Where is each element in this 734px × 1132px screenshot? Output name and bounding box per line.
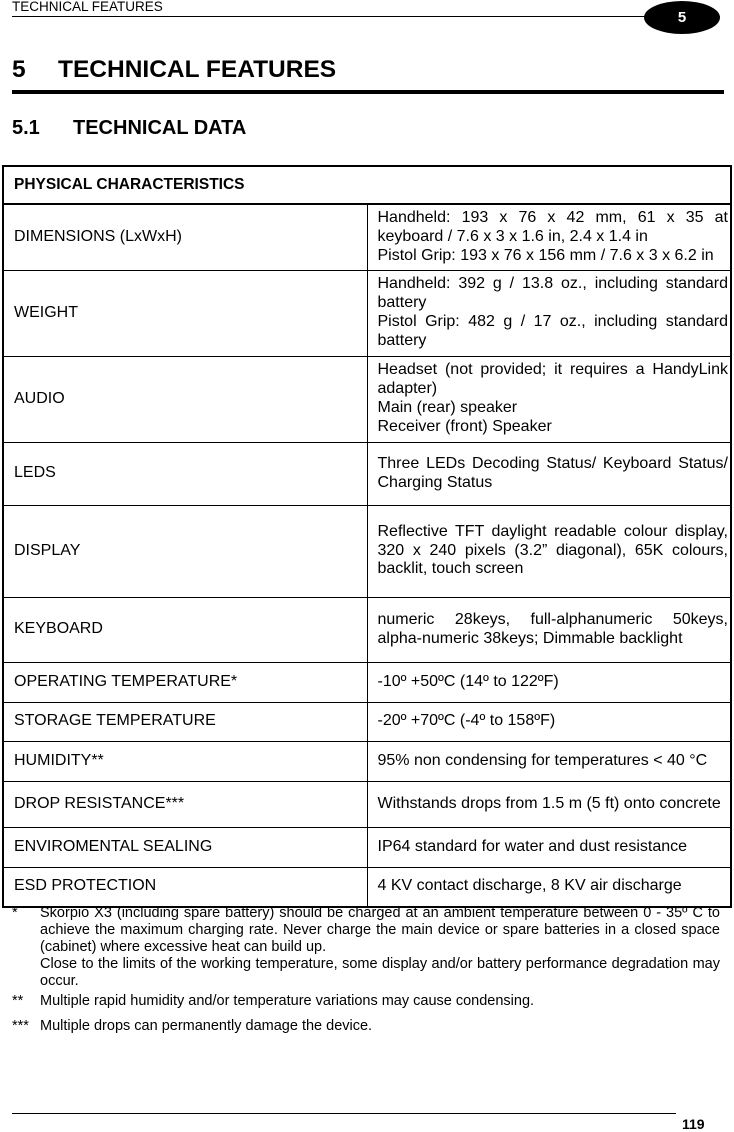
row-value: 95% non condensing for temperatures < 40 °C: [367, 741, 731, 781]
footnote-text: Multiple drops can permanently damage the device.: [40, 1017, 373, 1034]
chapter-title: TECHNICAL FEATURES: [58, 56, 337, 83]
table-row: [3, 867, 731, 907]
row-value: -10º +50ºC (14º to 122ºF): [367, 662, 731, 702]
table-row: [3, 204, 731, 270]
header-rule: [12, 16, 652, 17]
chapter-number: 5: [12, 56, 26, 83]
footnote-text: Multiple rapid humidity and/or temperature variations may cause condensing.: [40, 992, 535, 1009]
table-row: [3, 597, 731, 662]
row-label: DISPLAY: [3, 505, 367, 597]
row-label: AUDIO: [3, 356, 367, 442]
section-number: 5.1: [12, 117, 40, 139]
row-value: -20º +70ºC (-4º to 158ºF): [367, 702, 731, 741]
row-label: WEIGHT: [3, 270, 367, 356]
technical-data-table: [2, 165, 732, 908]
table-row: [3, 270, 731, 356]
table-row: [3, 442, 731, 505]
running-header-title: TECHNICAL FEATURES: [12, 0, 163, 14]
row-label: DROP RESISTANCE***: [3, 781, 367, 827]
footnote-marker: ***: [12, 1017, 29, 1034]
table-header: PHYSICAL CHARACTERISTICS: [3, 166, 731, 204]
table-row: [3, 505, 731, 597]
footer-rule: [12, 1113, 676, 1114]
chapter-rule: [12, 90, 724, 94]
table-row: [3, 662, 731, 702]
footnote: [12, 993, 720, 1010]
chapter-heading: [12, 56, 336, 84]
footnote-marker: *: [12, 905, 18, 921]
row-label: DIMENSIONS (LxWxH): [3, 204, 367, 270]
row-value: Handheld: 392 g / 13.8 oz., including standard battery Pistol Grip: 482 g / 17 oz., including standard battery: [367, 270, 731, 356]
table-row: [3, 827, 731, 867]
footnote-marker: **: [12, 992, 24, 1009]
row-value: 4 KV contact discharge, 8 KV air discharge: [367, 867, 731, 907]
row-value: Headset (not provided; it requires a HandyLink adapter) Main (rear) speaker Receiver (front) Speaker: [367, 356, 731, 442]
row-value: IP64 standard for water and dust resistance: [367, 827, 731, 867]
footnotes: [12, 905, 720, 1038]
row-value: Handheld: 193 x 76 x 42 mm, 61 x 35 at keyboard / 7.6 x 3 x 1.6 in, 2.4 x 1.4 in Pistol Grip: 193 x 76 x 156 mm / 7.6 x 3 x 6.2 in: [367, 204, 731, 270]
section-title: TECHNICAL DATA: [73, 117, 247, 139]
table-row: [3, 741, 731, 781]
row-label: KEYBOARD: [3, 597, 367, 662]
page-number: 119: [682, 1116, 705, 1132]
table-row: [3, 702, 731, 741]
footnote-text: Close to the limits of the working temperature, some display and/or battery performance degradation may occur.: [40, 955, 720, 989]
row-label: OPERATING TEMPERATURE*: [3, 662, 367, 702]
section-heading: [12, 117, 246, 140]
row-value: Withstands drops from 1.5 m (5 ft) onto concrete: [367, 781, 731, 827]
row-value: numeric 28keys, full-alphanumeric 50keys, alpha-numeric 38keys; Dimmable backlight: [367, 597, 731, 662]
row-value: Three LEDs Decoding Status/ Keyboard Status/ Charging Status: [367, 442, 731, 505]
chapter-badge: 5: [644, 1, 720, 34]
row-label: LEDS: [3, 442, 367, 505]
row-label: ENVIROMENTAL SEALING: [3, 827, 367, 867]
row-label: STORAGE TEMPERATURE: [3, 702, 367, 741]
row-label: HUMIDITY**: [3, 741, 367, 781]
row-value: Reflective TFT daylight readable colour display, 320 x 240 pixels (3.2” diagonal), 65K colours, backlit, touch screen: [367, 505, 731, 597]
table-row: [3, 356, 731, 442]
footnote: [12, 905, 720, 990]
row-label: ESD PROTECTION: [3, 867, 367, 907]
footnote-text: Skorpio X3 (including spare battery) should be charged at an ambient temperature between 0 - 35º C to achieve the maximum charging rate. Never charge the main device or spare batteries in a closed space (cabinet) where excessive heat can build up.: [40, 905, 720, 955]
table-row: [3, 781, 731, 827]
footnote: [12, 1018, 720, 1035]
